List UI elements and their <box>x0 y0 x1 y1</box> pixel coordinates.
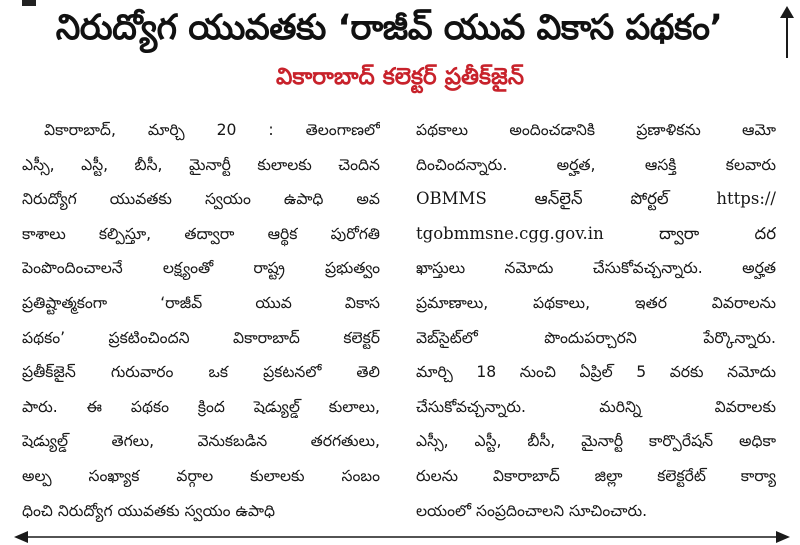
byline: వికారాబాద్ కలెక్టర్ ప్రతీక్‌జైన్ <box>275 64 525 90</box>
article-line: వికారాబాద్, మార్చి 20 : తెలంగాణలో <box>44 121 380 139</box>
article-line: దించిందన్నారు. అర్హత, ఆసక్తి కలవారు <box>416 155 776 174</box>
article-line: ఖాస్తులు నమోదు చేసుకోవచ్చన్నారు. అర్హత <box>416 259 776 278</box>
article-line: ప్రతిష్టాత్మకంగా ‘రాజీవ్ యువ వికాస <box>22 293 380 312</box>
article-line: పెంపొందించాలనే లక్ష్యంతో రాష్ట్ర ప్రభుత్వం <box>22 259 380 278</box>
article-line: పారు. ఈ పథకం క్రింద షెడ్యుల్డ్ కులాలు, <box>22 397 380 416</box>
article-line: ఎస్సీ, ఎస్టీ, బీసీ, మైనార్టీ కార్పొరేషన్ అధికా <box>416 432 776 451</box>
article-column-left <box>22 113 380 528</box>
article-line: ధించి నిరుద్యోగ యువతకు స్వయం ఉపాధి <box>22 501 276 520</box>
article-line: రులను వికారాబాద్ జిల్లా కలెక్టరేట్ కార్యా <box>416 466 776 485</box>
article-line: మార్చి 18 నుంచి ఏప్రిల్ 5 వరకు నమోదు <box>416 363 776 382</box>
top-edge-mark <box>22 0 36 6</box>
article-line: ఎస్సీ, ఎస్టీ, బీసీ, మైనార్టీ కులాలకు చెందిన <box>22 155 380 174</box>
article-line: ప్రమాణాలు, పథకాలు, ఇతర వివరాలను <box>416 293 776 312</box>
article-line: వెబ్‌సైట్‌లో పొందుపర్చారని పేర్కొన్నారు. <box>416 328 776 347</box>
article-line: అల్ప సంఖ్యాక వర్గాల కులాలకు సంబం <box>22 466 380 485</box>
article-line: ప్రతీక్‌జైన్ గురువారం ఒక ప్రకటనలో తెలి <box>22 363 380 382</box>
article-line: పథకం’ ప్రకటించిందని వికారాబాద్ కలెక్టర్ <box>22 328 380 347</box>
article-line: OBMMS ఆన్‌లైన్ పోర్టల్ https:// <box>416 189 776 209</box>
article-line: లయంలో సంప్రదించాలని సూచించారు. <box>416 501 648 520</box>
article-line: నిరుద్యోగ యువతకు స్వయం ఉపాధి అవ <box>22 190 380 209</box>
headline: నిరుద్యోగ యువతకు ‘రాజీవ్ యువ వికాస పథకం’ <box>55 8 723 48</box>
article-line: tgobmmsne.cgg.gov.in ద్వారా దర <box>416 223 776 243</box>
article-line: పథకాలు అందించడానికి ప్రణాళికను ఆమో <box>416 121 776 139</box>
article-line: కాశాలు కల్పిస్తూ, తద్వారా ఆర్థిక పురోగతి <box>22 224 380 243</box>
article-column-right <box>416 113 776 528</box>
double-arrow-divider-icon <box>14 530 790 544</box>
article-line: చేసుకోవచ్చన్నారు. మరిన్ని వివరాలకు <box>416 397 776 416</box>
article-line: షెడ్యుల్డ్ తెగలు, వెనుకబడిన తరగతులు, <box>22 432 380 451</box>
up-arrow-icon <box>777 6 797 58</box>
